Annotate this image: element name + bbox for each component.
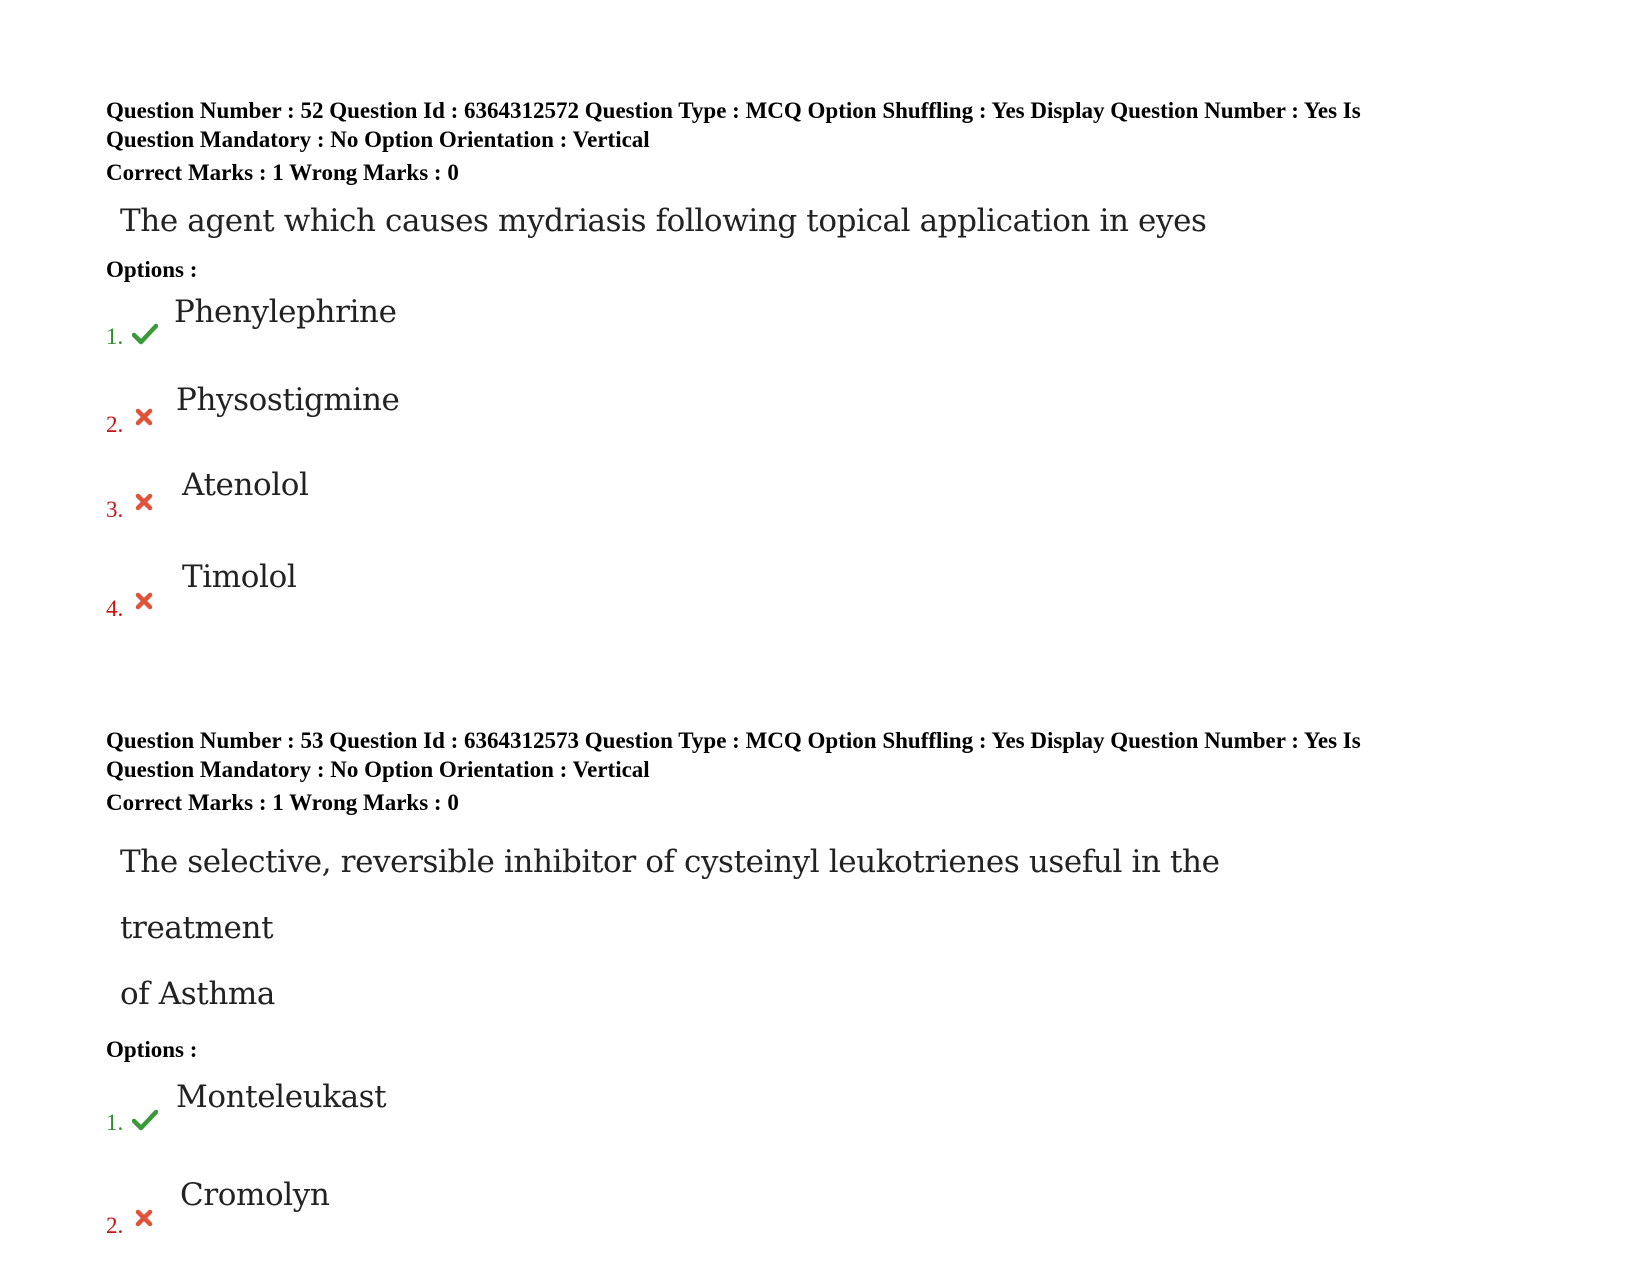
cross-icon — [134, 591, 154, 611]
option-number: 1. — [106, 1110, 124, 1135]
question-meta — [106, 96, 1526, 154]
question-meta — [106, 726, 1526, 784]
option-number: 4. — [106, 596, 124, 621]
option-text: Cromolyn — [180, 1177, 330, 1213]
option-number: 3. — [106, 497, 124, 522]
question-marks: Correct Marks : 1 Wrong Marks : 0 — [106, 160, 459, 185]
check-icon — [132, 323, 158, 345]
question-stem — [106, 201, 1526, 241]
option-item — [106, 370, 1526, 459]
option-text: Timolol — [182, 559, 297, 595]
cross-icon — [134, 407, 154, 427]
question-block-53 — [106, 726, 1526, 1252]
options-list — [106, 284, 1526, 619]
check-icon — [132, 1109, 158, 1131]
question-meta-line-2: Question Mandatory : No Option Orientation : Vertical — [106, 757, 650, 782]
question-meta-line-2: Question Mandatory : No Option Orientation : Vertical — [106, 127, 650, 152]
option-number: 1. — [106, 324, 124, 349]
option-text: Physostigmine — [176, 382, 400, 418]
options-list — [106, 1064, 1526, 1252]
cross-icon — [134, 492, 154, 512]
option-text: Monteleukast — [176, 1079, 387, 1115]
option-text: Phenylephrine — [174, 294, 397, 330]
question-stem — [106, 829, 1280, 1027]
option-item — [106, 459, 1526, 549]
option-item — [106, 1064, 1526, 1162]
option-text: Atenolol — [182, 467, 309, 503]
option-item — [106, 1162, 1526, 1252]
question-marks: Correct Marks : 1 Wrong Marks : 0 — [106, 790, 459, 815]
question-meta-line-1: Question Number : 53 Question Id : 6364312573 Question Type : MCQ Option Shuffling : Yes Display Question Number : Yes Is — [106, 728, 1361, 753]
cross-icon — [134, 1208, 154, 1228]
question-meta-line-1: Question Number : 52 Question Id : 6364312572 Question Type : MCQ Option Shuffling : Yes Display Question Number : Yes Is — [106, 98, 1361, 123]
option-item — [106, 549, 1526, 619]
question-block-52 — [106, 96, 1526, 619]
question-stem-line-1: The agent which causes mydriasis following topical application in eyes — [120, 203, 1207, 239]
options-label: Options : — [106, 1037, 198, 1062]
option-number: 2. — [106, 412, 124, 437]
option-item — [106, 284, 1526, 370]
options-label: Options : — [106, 257, 198, 282]
question-stem-line-1: The selective, reversible inhibitor of cysteinyl leukotrienes useful in the treatment — [120, 844, 1220, 946]
question-stem-line-2: of Asthma — [120, 976, 275, 1012]
option-number: 2. — [106, 1213, 124, 1238]
